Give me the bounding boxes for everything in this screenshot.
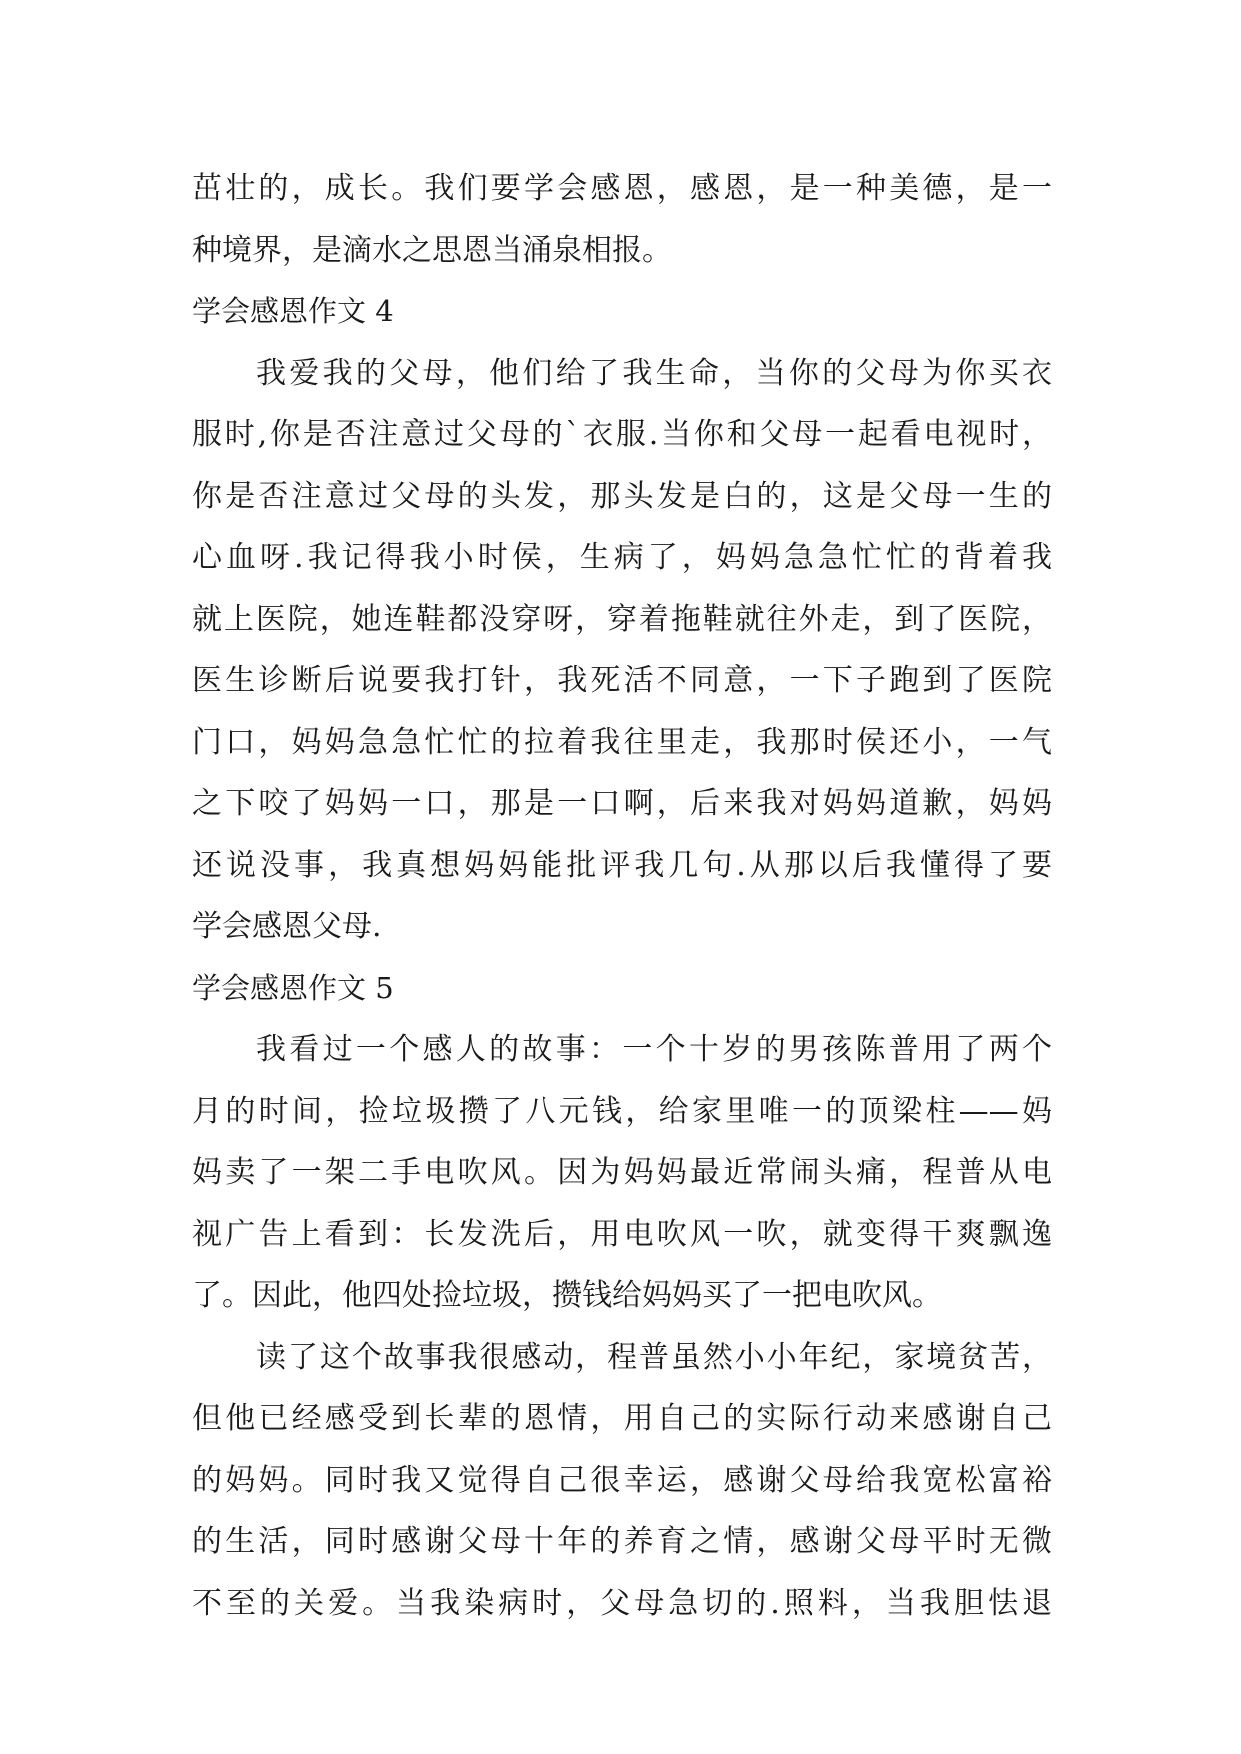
section-heading: 学会感恩作文 4	[192, 294, 394, 328]
paragraph-line: 我看过一个感人的故事：一个十岁的男孩陈普用了两个	[256, 1032, 1052, 1067]
paragraph-line: 的生活，同时感谢父母十年的养育之情，感谢父母平时无微	[192, 1524, 1052, 1559]
paragraph-line: 学会感恩父母.	[192, 909, 382, 944]
paragraph-line: 还说没事，我真想妈妈能批评我几句.从那以后我懂得了要	[192, 847, 1052, 883]
paragraph-line: 但他已经感受到长辈的恩情，用自己的实际行动来感谢自己	[192, 1401, 1052, 1436]
paragraph-line: 的妈妈。同时我又觉得自己很幸运，感谢父母给我宽松富裕	[192, 1462, 1052, 1498]
paragraph-line: 之下咬了妈妈一口，那是一口啊，后来我对妈妈道歉，妈妈	[192, 786, 1052, 821]
paragraph-line: 心血呀.我记得我小时侯，生病了，妈妈急急忙忙的背着我	[192, 540, 1052, 575]
paragraph-line: 视广告上看到：长发洗后，用电吹风一吹，就变得干爽飘逸	[192, 1216, 1052, 1252]
paragraph-line: 茁壮的，成长。我们要学会感恩，感恩，是一种美德，是一	[192, 171, 1052, 206]
paragraph-line: 了。因此，他四处捡垃圾，攒钱给妈妈买了一把电吹风。	[192, 1278, 942, 1313]
paragraph-line: 种境界，是滴水之思恩当涌泉相报。	[192, 232, 672, 268]
document-body	[192, 158, 1052, 1634]
paragraph-line: 我爱我的父母，他们给了我生命，当你的父母为你买衣	[256, 355, 1052, 391]
paragraph-line: 服时,你是否注意过父母的`衣服.当你和父母一起看电视时，	[192, 417, 1052, 452]
paragraph-line: 不至的关爱。当我染病时，父母急切的.照料，当我胆怯退	[192, 1585, 1052, 1621]
section-heading: 学会感恩作文 5	[192, 970, 394, 1005]
paragraph-line: 月的时间，捡垃圾攒了八元钱，给家里唯一的顶梁柱——妈	[192, 1093, 1052, 1129]
paragraph-line: 读了这个故事我很感动，程普虽然小小年纪，家境贫苦，	[256, 1339, 1052, 1375]
paragraph-line: 门口，妈妈急急忙忙的拉着我往里走，我那时侯还小，一气	[192, 724, 1052, 760]
paragraph-line: 就上医院，她连鞋都没穿呀，穿着拖鞋就往外走，到了医院，	[192, 601, 1052, 637]
paragraph-line: 你是否注意过父母的头发，那头发是白的，这是父母一生的	[192, 478, 1052, 514]
paragraph-line: 医生诊断后说要我打针，我死活不同意，一下子跑到了医院	[192, 663, 1052, 698]
paragraph-line: 妈卖了一架二手电吹风。因为妈妈最近常闹头痛，程普从电	[192, 1155, 1052, 1190]
